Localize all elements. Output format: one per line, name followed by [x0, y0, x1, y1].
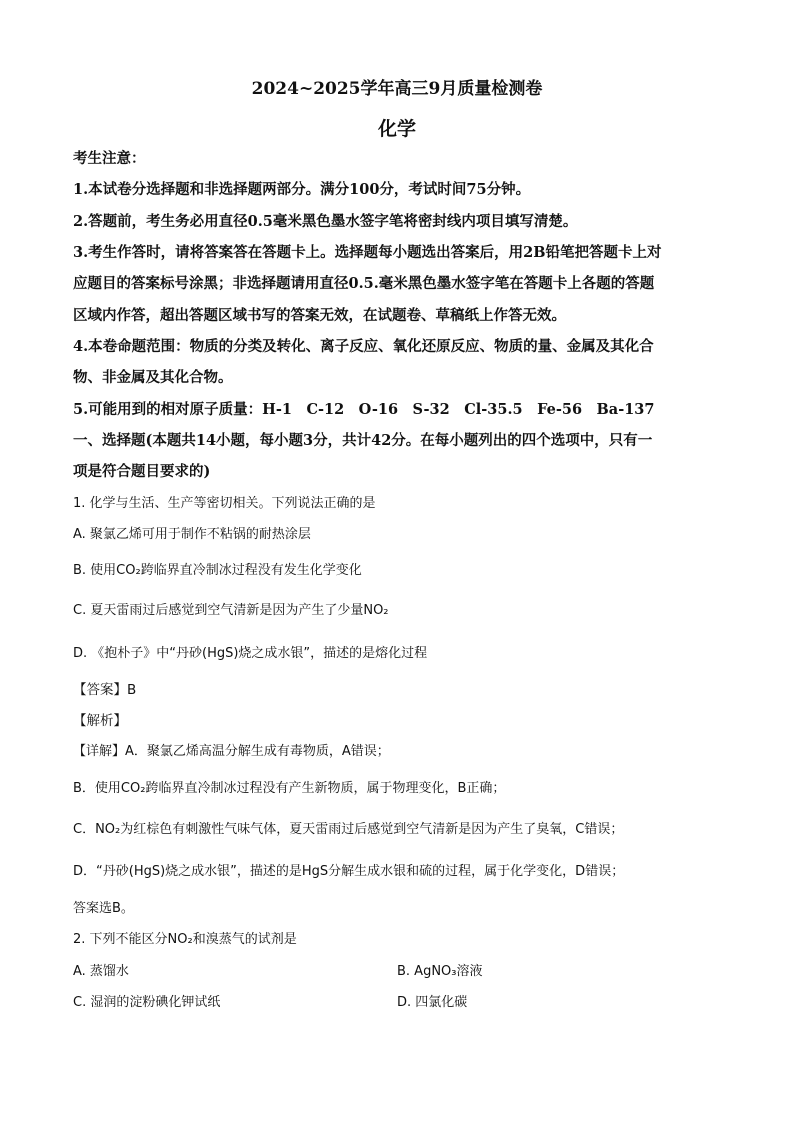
notice-item: 物、非金属及其化合物。 [73, 369, 233, 386]
question-1-stem: 1. 化学与生活、生产等密切相关。下列说法正确的是 [73, 496, 376, 511]
conclusion: 答案选B。 [73, 901, 134, 916]
detail-a: 【详解】A．聚氯乙烯高温分解生成有毒物质，A错误； [73, 744, 390, 759]
section-heading-cont: 项是符合题目要求的) [73, 463, 211, 480]
question-2-option-d: D. 四氯化碳 [397, 995, 468, 1010]
notice-item: 2.答题前，考生务必用直径0.5毫米黑色墨水签字笔将密封线内项目填写清楚。 [73, 213, 578, 230]
notice-heading: 考生注意： [73, 150, 146, 167]
answer-label: 【答案】B [73, 682, 137, 698]
question-2-option-a: A. 蒸馏水 [73, 964, 129, 979]
question-1-option-c: C. 夏天雷雨过后感觉到空气清新是因为产生了少量NO₂ [73, 603, 389, 618]
question-1-option-d: D. 《抱朴子》中“丹砂(HgS)烧之成水银”，描述的是熔化过程 [73, 646, 428, 661]
question-1-option-b: B. 使用CO₂跨临界直冷制冰过程没有发生化学变化 [73, 563, 362, 578]
notice-item: 区域内作答，超出答题区域书写的答案无效，在试题卷、草稿纸上作答无效。 [73, 307, 566, 324]
notice-item: 3.考生作答时，请将答案答在答题卡上。选择题每小题选出答案后，用2B铅笔把答题卡上对 [73, 244, 662, 261]
section-heading: 一、选择题(本题共14小题，每小题3分，共计42分。在每小题列出的四个选项中，只有一 [73, 432, 653, 449]
detail-c: C．NO₂为红棕色有刺激性气味气体，夏天雷雨过后感觉到空气清新是因为产生了臭氧，C错误； [73, 822, 624, 837]
detail-b: B．使用CO₂跨临界直冷制冰过程没有产生新物质，属于物理变化，B正确； [73, 781, 506, 796]
notice-item: 应题目的答案标号涂黑；非选择题请用直径0.5.毫米黑色墨水签字笔在答题卡上各题的答题 [73, 275, 655, 292]
question-2-stem: 2. 下列不能区分NO₂和溴蒸气的试剂是 [73, 932, 297, 947]
notice-item: 1.本试卷分选择题和非选择题两部分。满分100分，考试时间75分钟。 [73, 181, 531, 198]
question-2-option-b: B. AgNO₃溶液 [397, 964, 483, 979]
detail-d: D．“丹砂(HgS)烧之成水银”，描述的是HgS分解生成水银和硫的过程，属于化学变化，D错误； [73, 864, 625, 879]
analysis-label: 【解析】 [73, 713, 127, 729]
question-2-option-c: C. 湿润的淀粉碘化钾试纸 [73, 995, 221, 1010]
exam-title: 2024~2025学年高三9月质量检测卷 [251, 79, 543, 99]
subject-title: 化学 [377, 118, 416, 140]
question-1-option-a: A. 聚氯乙烯可用于制作不粘锅的耐热涂层 [73, 527, 311, 542]
notice-item: 4.本卷命题范围：物质的分类及转化、离子反应、氧化还原反应、物质的量、金属及其化合 [73, 338, 654, 355]
notice-item: 5.可能用到的相对原子质量：H-1 C-12 O-16 S-32 Cl-35.5 Fe-56 Ba-137 [73, 401, 655, 418]
